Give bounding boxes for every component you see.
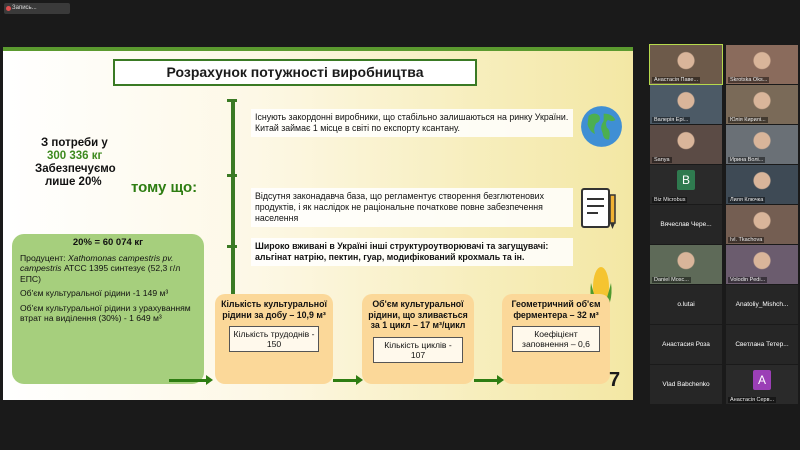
participant-tile[interactable] [726,325,798,364]
participant-name: Skrotska Oks... [730,77,768,83]
culture-loss: Об'єм культуральної рідини з урахуванням втрат на виділення (30%) - 1 649 м³ [20,302,191,323]
participant-name: Sanya [654,157,670,163]
demand-amount: 300 336 кг [47,150,103,162]
participant-tile[interactable] [650,165,722,204]
participant-tile[interactable] [650,285,722,324]
fermenter-title: Геометричний об'єм ферментера – 32 м³ [511,299,601,320]
recording-label: Запись... [12,5,37,11]
daily-volume-title: Кількість культуральної рідини за добу – 10,9 м³ [221,299,327,320]
participant-tile[interactable] [726,205,798,244]
participant-tile[interactable] [650,365,722,404]
slide-title: Розрахунок потужності виробництва [166,64,424,80]
participants-panel [645,40,800,445]
producer-name: Xathomonas campestris pv. campestris [20,252,174,273]
participant-name: Анастасия Роза [662,341,710,348]
participant-tile[interactable] [650,45,722,84]
percent-head: 20% = 60 074 кг [72,237,144,248]
cycles-label: Кількість циклів - 107 [373,337,463,363]
arrow-icon [169,379,207,382]
participant-name: Вячеслав Чере... [660,221,712,228]
participant-name: Anatoliy_Mishch... [735,301,789,308]
participant-avatar: B [677,170,695,190]
recording-indicator [4,3,70,14]
participant-tile[interactable] [650,85,722,124]
participant-name: Лиля Ключка [730,197,764,203]
slide-top-strip [3,47,633,51]
participant-tile[interactable] [650,325,722,364]
participant-avatar: A [753,370,771,390]
arrow-icon [333,379,357,382]
demand-line4: лише 20% [45,176,102,188]
reason-3: Широко вживані в Україні інші структуроутворювачі та загущувачі: альгінат натрію, пектин, гуар, модифікований крохмаль та ін. [251,238,573,266]
participant-name: Анастасія Паве... [654,77,699,83]
participant-tile[interactable] [726,85,798,124]
document-pen-icon [580,187,620,233]
fill-coefficient-label: Коефіцієнт заповнення – 0,6 [512,326,600,352]
participant-name: Daniel Mosc... [654,277,689,283]
culture-volume: Об'єм культуральної рідини -1 149 м³ [20,288,169,298]
producer-rest: АТСС 1395 синтезує (52,3 г/л ЕПС) [20,263,181,284]
participant-name: Ирина Волі... [730,157,764,163]
because-label: тому що: [131,179,198,196]
participant-tile[interactable] [650,245,722,284]
reason-1: Існують закордонні виробники, що стабільно залишаються на ринку України. Китай займає 1 місце в світі по експорту ксантану. [251,109,573,137]
participant-name: Volodin Pedi... [730,277,766,283]
participant-name: Анастасія Серв... [730,397,775,403]
daily-volume-box [215,294,333,384]
workdays-label: Кількість трудоднів - 150 [229,326,319,352]
participant-tile[interactable] [726,365,798,404]
participant-tile[interactable] [650,205,722,244]
participant-name: Biz Microbus [654,197,686,203]
producer-label: Продуцент: [20,252,66,263]
cycle-volume-box [362,294,474,384]
slide-title-box [113,59,477,86]
record-dot-icon [6,6,11,11]
participant-tile[interactable] [726,165,798,204]
participant-tile[interactable] [726,45,798,84]
demand-line3: Забезпечуємо [35,163,116,175]
shared-screen-slide [3,47,633,400]
participant-name: Светлана Тетер... [735,341,789,348]
reason-2: Відсутня законадавча база, що регламентує створення безглютенових продуктів, і як наслідок не раціональне початкове повне забезпечення населення [251,188,573,227]
participant-name: Юлія Кирилі... [730,117,766,123]
arrow-icon [474,379,498,382]
participant-tile[interactable] [650,125,722,164]
demand-line1: З потреби у [41,137,108,149]
participant-name: o.lutai [677,301,695,308]
globe-icon [580,105,623,148]
cycle-volume-title: Об'єм культуральної рідини, що зливається за 1 цикл – 17 м³/цикл [368,299,468,330]
bracket-tick [227,245,237,248]
producer-line [20,253,196,285]
bracket-tick [227,174,237,177]
participant-tile[interactable] [726,125,798,164]
participant-name: Ivl. Tkachova [730,237,763,243]
participant-tile[interactable] [726,285,798,324]
slide-page-number: 7 [609,369,621,391]
participant-tile[interactable] [726,245,798,284]
participant-name: Vlad Babchenko [662,381,710,388]
participant-name: Валерія Ері... [654,117,689,123]
production-summary-box [12,234,204,384]
bracket-tick [227,99,237,102]
fermenter-box [502,294,610,384]
